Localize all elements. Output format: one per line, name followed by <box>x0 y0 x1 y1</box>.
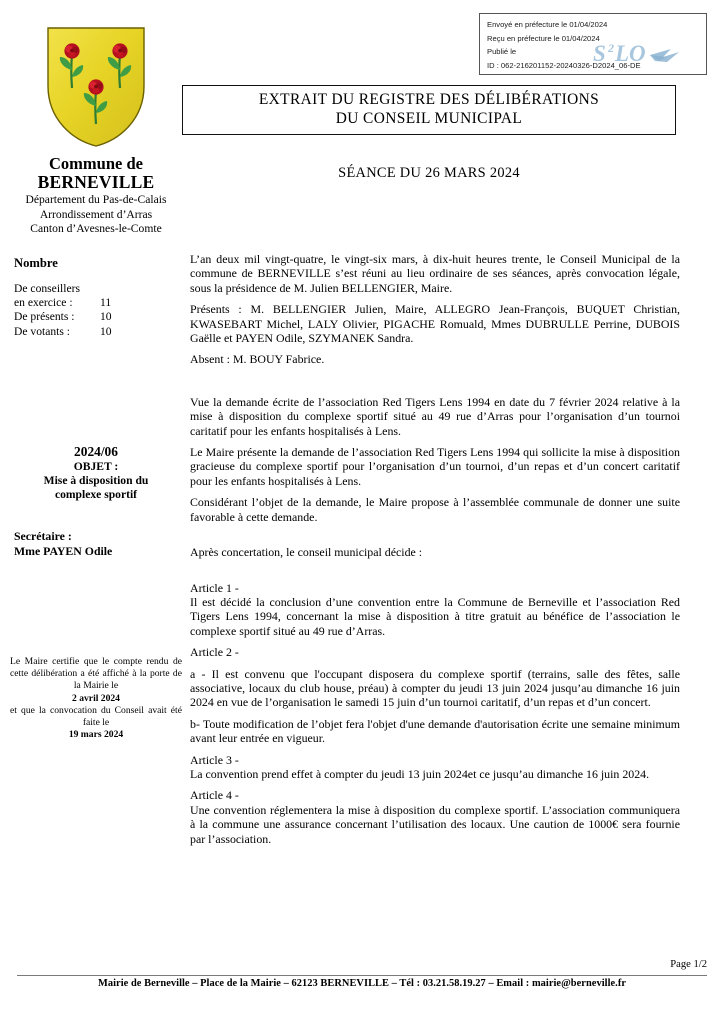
certification-convocation-date: 19 mars 2024 <box>68 729 124 741</box>
certification-posting-date: 2 avril 2024 <box>72 692 120 704</box>
svg-text:S: S <box>593 41 606 66</box>
secretaire-block <box>14 529 190 558</box>
article-1-text: Il est décidé la conclusion d’une convention entre la Commune de Berneville et l’association Red Tigers Lens 1994, concernant la mise à disposition à titre gratuit au bénéfice de l’association le complexe sportif situé au 49 rue d’Arras. <box>190 594 680 638</box>
departement-line: Département du Pas-de-Calais <box>25 193 167 206</box>
certification-text-2: et que la convocation du Conseil avait été faite le <box>10 704 182 729</box>
spacer <box>190 660 680 667</box>
article-4-heading: Article 4 - <box>190 788 239 803</box>
nombre-label: De conseillers <box>14 282 80 295</box>
deliberation-body <box>190 252 680 846</box>
stamp-id-line: ID : 062-216201152-20240326-D2024_06-DE <box>487 60 641 70</box>
document-title-box <box>182 85 676 135</box>
paragraph-presents: Présents : M. BELLENGIER Julien, Maire, ALLEGRO Jean-François, BUQUET Christian, KWASEBART Michel, LALY Olivier, PIGACHE Romuald, Mmes DUBRULLE Perrine, DUBOIS Gaëlle et PAYEN Odile, SZYMANEK Sandra. <box>190 302 680 346</box>
spacer <box>190 560 680 581</box>
commune-name-line1: Commune de <box>49 154 143 173</box>
spacer <box>190 710 680 717</box>
paragraph-vue-demande: Vue la demande écrite de l’association Red Tigers Lens 1994 en date du 7 février 2024 relative à la mise à disposition du complexe sportif situé au 49 rue d’Arras pour l’organisation d’un tournoi caritatif pour les enfants hospitalisés à Lens. <box>190 394 680 438</box>
certification-text-1: Le Maire certifie que le compte rendu de cette délibération a été affiché à la porte de la Mairie le <box>10 656 182 692</box>
seance-heading: SÉANCE DU 26 MARS 2024 <box>338 165 520 181</box>
certification-block <box>10 656 182 741</box>
nombre-row <box>14 282 194 296</box>
article-2-item-b: b- Toute modification de l’objet fera l'objet d'une demande d'autorisation écrite une semaine minimum avant leur entrée en vigueur. <box>190 716 680 746</box>
crest-container <box>8 24 184 152</box>
spacer <box>190 438 680 445</box>
paragraph-apres-concertation: Après concertation, le conseil municipal décide : <box>190 545 423 560</box>
spacer <box>190 295 680 302</box>
footer-address: Mairie de Berneville – Place de la Mairie – 62123 BERNEVILLE – Tél : 03.21.58.19.27 – Email : mairie@berneville.fr <box>98 978 626 989</box>
objet-text-line2: complexe sportif <box>54 488 138 501</box>
nombre-value: 10 <box>100 310 112 324</box>
nombre-value: 11 <box>100 296 112 310</box>
stamp-sent-line: Envoyé en préfecture le 01/04/2024 <box>487 20 608 29</box>
article-1-heading: Article 1 - <box>190 580 239 595</box>
nombre-title: Nombre <box>14 256 58 270</box>
prefecture-stamp-box <box>479 13 707 75</box>
article-4-text: Une convention réglementera la mise à disposition du complexe sportif. L’association communiquera à la commune une assurance concernant l’utilisation des locaux. Une caution de 1000€ sera fournie par l’association. <box>190 802 680 846</box>
paragraph-absent: Absent : M. BOUY Fabrice. <box>190 352 325 367</box>
nombre-block <box>14 256 194 339</box>
article-2-heading: Article 2 - <box>190 645 239 660</box>
spacer <box>190 345 680 352</box>
coat-of-arms-icon <box>42 24 150 150</box>
commune-name <box>8 154 184 192</box>
paragraph-opening: L’an deux mil vingt-quatre, le vingt-six mars, à dix-huit heures trente, le Conseil Municipal de la commune de BERNEVILLE s’est réuni au lieu ordinaire de ses séances, après convocation légale, sous la présidence de M. Julien BELLENGIER, Maire. <box>190 252 680 295</box>
paragraph-considerant: Considérant l’objet de la demande, le Maire propose à l’assemblée communale de donner une suite favorable à cette demande. <box>190 495 680 524</box>
svg-text:2: 2 <box>608 41 614 55</box>
stamp-published-line: Publié le <box>487 47 517 57</box>
nombre-label: De présents : <box>14 310 75 324</box>
objet-label: OBJET : <box>73 460 119 473</box>
secretaire-name: Mme PAYEN Odile <box>14 543 113 558</box>
nombre-row <box>14 296 194 310</box>
canton-line: Canton d’Avesnes-le-Comte <box>30 222 162 236</box>
page-title-line1: EXTRAIT DU REGISTRE DES DÉLIBÉRATIONS <box>258 91 600 108</box>
nombre-row <box>14 310 194 324</box>
stamp-received-line: Reçu en préfecture le 01/04/2024 <box>487 33 600 43</box>
page-number: Page 1/2 <box>670 959 707 970</box>
paragraph-maire-presente: Le Maire présente la demande de l’association Red Tigers Lens 1994 qui sollicite la mise à disposition gracieuse du complexe sportif pour l’organisation d’un tournoi, d’un repas et d’un concert caritatif pour les enfants hospitalisés à Lens. <box>190 445 680 488</box>
commune-subtitle <box>8 193 184 237</box>
article-2-item-a: a - Il est convenu que l'occupant disposera du complexe sportif (terrains, salle des fêtes, salle associative, locaux du club house, préau) à compter du jeudi 13 juin 2024 jusqu’au dimanche 16 juin 2024 en vue de l’organisation le samedi 15 juin d’un tournoi caritatif, d’un repas et d’un concert. <box>190 666 680 710</box>
nombre-label: en exercice : <box>14 296 73 310</box>
objet-block <box>8 444 184 502</box>
spacer <box>190 488 680 495</box>
objet-text-line1: Mise à disposition du <box>43 474 149 487</box>
commune-name-line2: BERNEVILLE <box>37 172 155 192</box>
article-3-text: La convention prend effet à compter du jeudi 13 juin 2024et ce jusqu’au dimanche 16 juin 2024. <box>190 766 650 781</box>
deliberation-number: 2024/06 <box>74 444 118 459</box>
left-column <box>8 24 184 237</box>
nombre-value: 10 <box>100 324 112 338</box>
spacer <box>190 746 680 753</box>
nombre-row <box>14 325 194 339</box>
spacer <box>190 781 680 788</box>
arrondissement-line: Arrondissement d’Arras <box>39 207 153 221</box>
spacer <box>190 367 680 395</box>
spacer <box>190 524 680 545</box>
article-3-heading: Article 3 - <box>190 752 239 767</box>
svg-text:LO: LO <box>615 41 646 66</box>
nombre-label: De votants : <box>14 324 71 338</box>
page-title-line2: DU CONSEIL MUNICIPAL <box>335 109 523 127</box>
secretaire-label: Secrétaire : <box>14 529 72 543</box>
footer-divider <box>17 975 707 976</box>
spacer <box>190 638 680 645</box>
